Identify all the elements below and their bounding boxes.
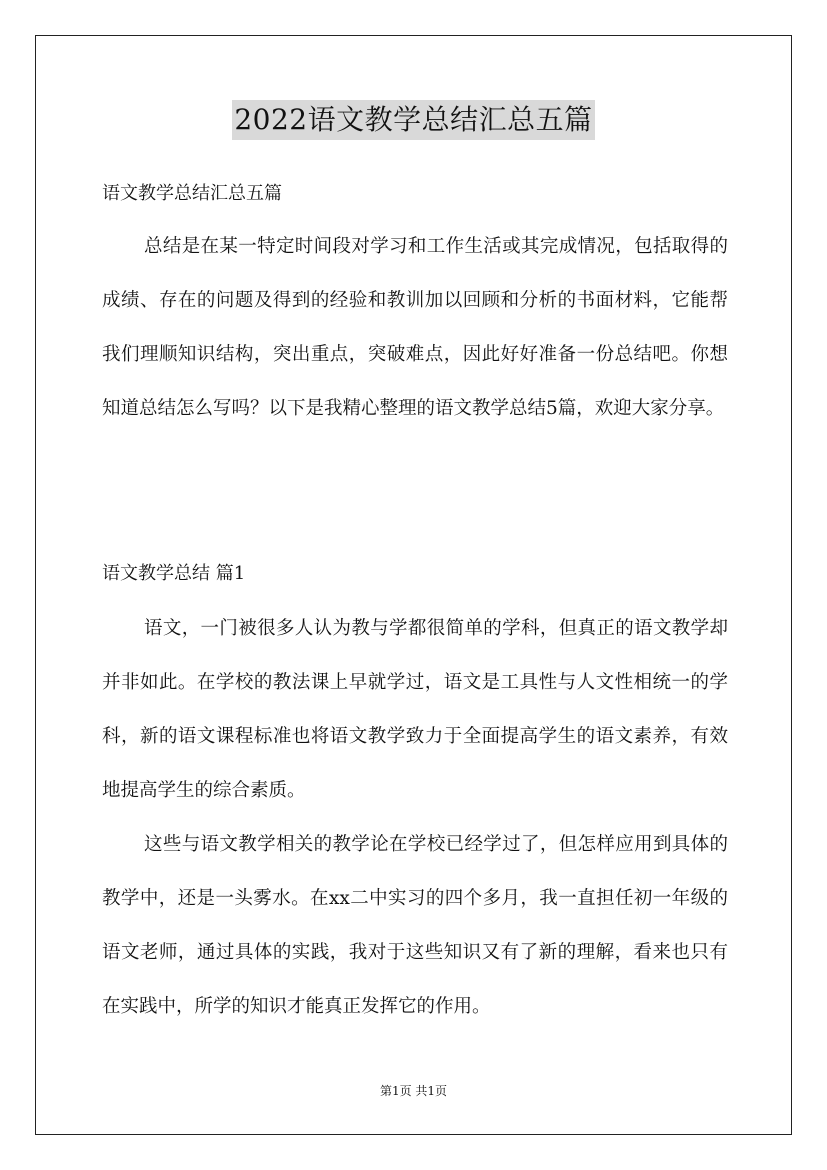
section-paragraph: 这些与语文教学相关的教学论在学校已经学过了，但怎样应用到具体的教学中，还是一头雾水。在xx二中实习的四个多月，我一直担任初一年级的语文老师，通过具体的实践，我对于这些知识又有了新的理解，看来也只有在实践中，所学的知识才能真正发挥它的作用。 (102, 834, 728, 1017)
page-footer: 第1页 共1页 (379, 1084, 448, 1098)
section-paragraph: 语文，一门被很多人认为教与学都很简单的学科，但真正的语文教学却并非如此。在学校的教法课上早就学过，语文是工具性与人文性相统一的学科，新的语文课程标准也将语文教学致力于全面提高学生的语文素养，有效地提高学生的综合素质。 (102, 618, 728, 801)
section-heading: 语文教学总结 篇1 (102, 563, 246, 584)
document-subtitle: 语文教学总结汇总五篇 (102, 183, 282, 204)
title-container (0, 100, 827, 140)
intro-paragraph: 总结是在某一特定时间段对学习和工作生活或其完成情况，包括取得的成绩、存在的问题及得到的经验和教训加以回顾和分析的书面材料，它能帮我们理顺知识结构，突出重点，突破难点，因此好好准备一份总结吧。你想知道总结怎么写吗？以下是我精心整理的语文教学总结5篇，欢迎大家分享。 (102, 236, 728, 419)
document-title: 2022语文教学总结汇总五篇 (232, 100, 594, 140)
